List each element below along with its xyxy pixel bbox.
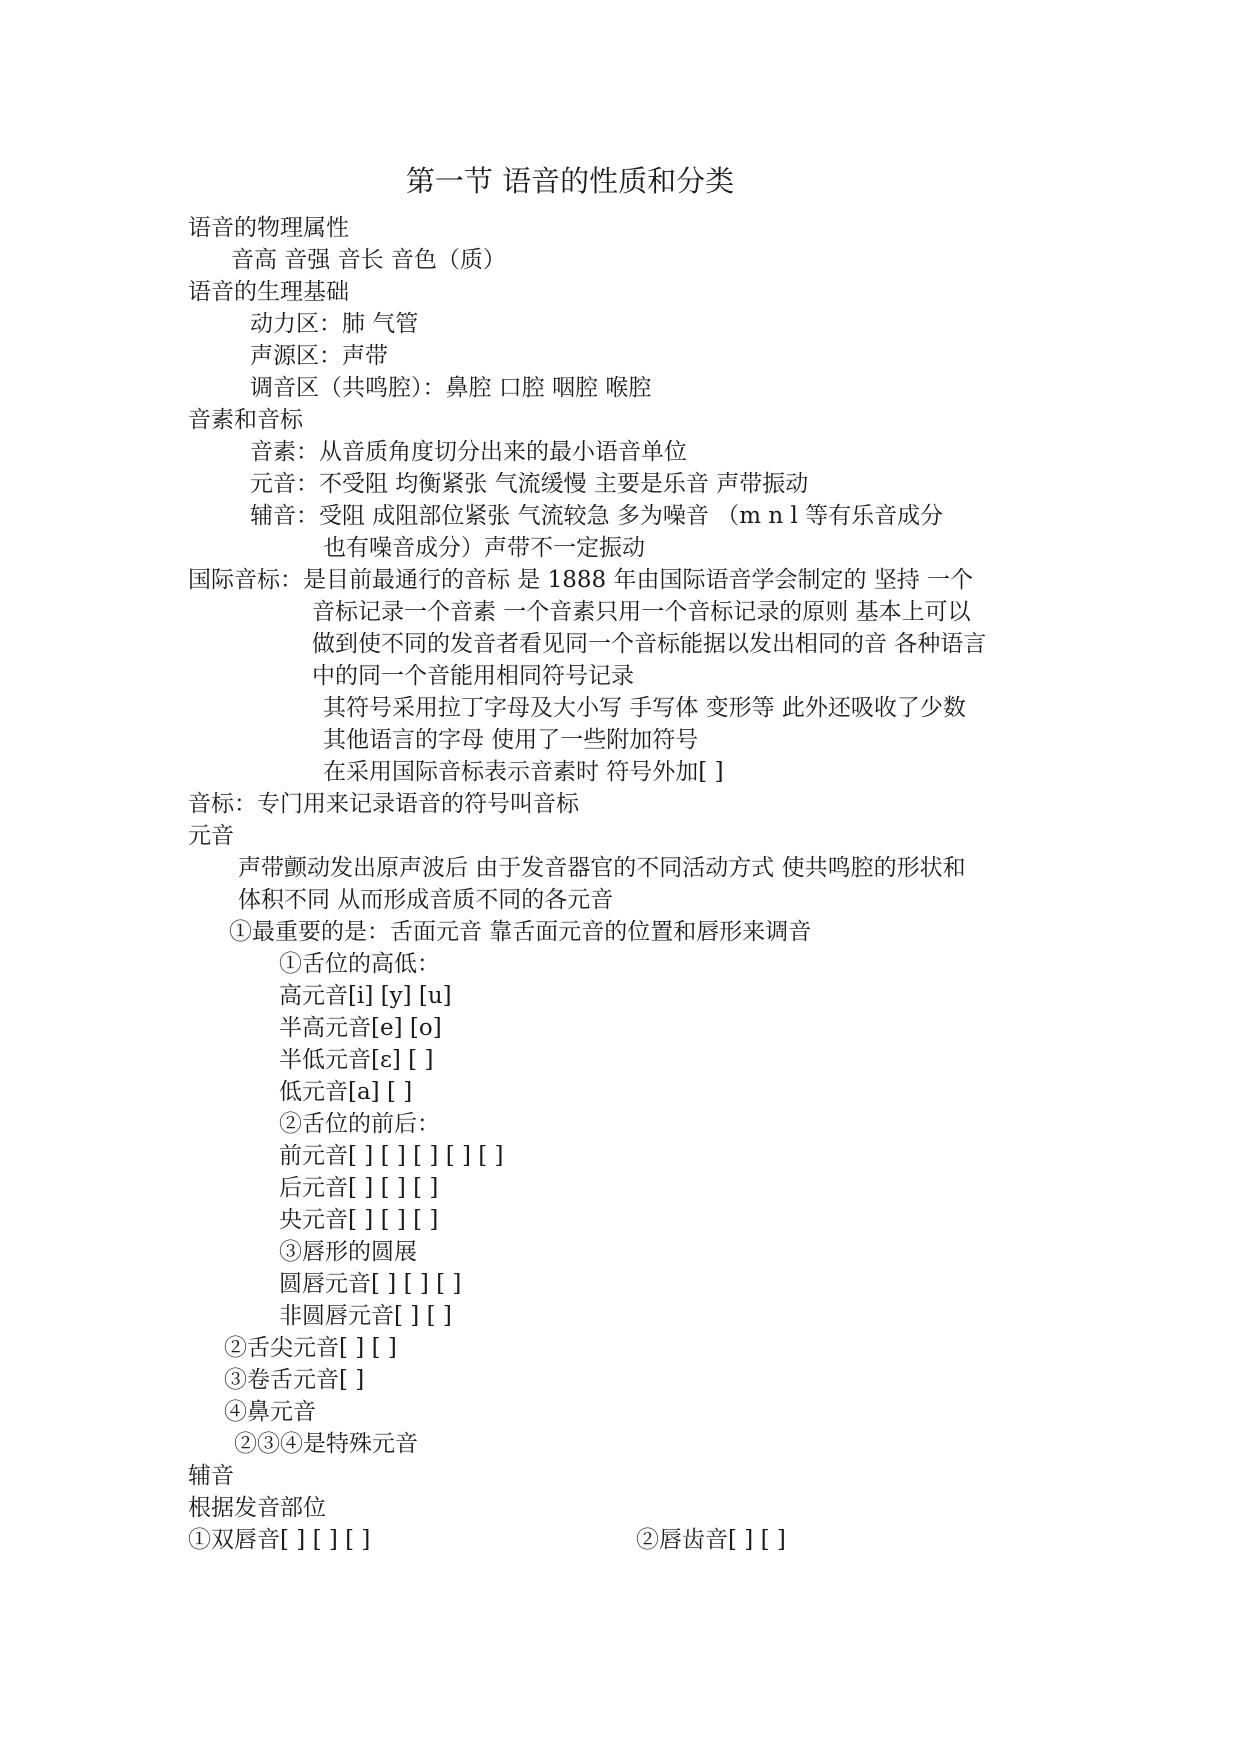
heading-vowels: 元音: [188, 823, 234, 849]
text-line: ④鼻元音: [224, 1399, 316, 1425]
text-line: 声源区：声带: [250, 343, 388, 369]
text-line: 音高 音强 音长 音色（质）: [231, 247, 506, 273]
text-line: ①舌位的高低：: [279, 951, 440, 977]
text-line: 前元音[ ] [ ] [ ] [ ] [ ]: [279, 1143, 504, 1169]
heading-physiological-basis: 语音的生理基础: [188, 279, 349, 305]
text-line: 音素：从音质角度切分出来的最小语音单位: [250, 439, 687, 465]
heading-phoneme-and-symbol: 音素和音标: [188, 407, 303, 433]
text-line: 高元音[i] [y] [u]: [279, 983, 452, 1009]
text-line: 其他语言的字母 使用了一些附加符号: [323, 727, 699, 753]
text-line: ③唇形的圆展: [279, 1239, 417, 1265]
text-line: 声带颤动发出原声波后 由于发音器官的不同活动方式 使共鸣腔的形状和: [238, 855, 966, 881]
text-line: ②唇齿音[ ] [ ]: [636, 1527, 786, 1553]
text-line: ①最重要的是：舌面元音 靠舌面元音的位置和唇形来调音: [229, 919, 812, 945]
text-line: 其符号采用拉丁字母及大小写 手写体 变形等 此外还吸收了少数: [323, 695, 966, 721]
text-line: 也有噪音成分）声带不一定振动: [323, 535, 645, 561]
text-line: ②③④是特殊元音: [234, 1431, 418, 1457]
text-line: 后元音[ ] [ ] [ ]: [279, 1175, 439, 1201]
text-line: 央元音[ ] [ ] [ ]: [279, 1207, 439, 1233]
text-line: 音标：专门用来记录语音的符号叫音标: [188, 791, 579, 817]
text-line: 辅音：受阻 成阻部位紧张 气流较急 多为噪音 （m n l 等有乐音成分: [250, 503, 944, 529]
text-line: ②舌尖元音[ ] [ ]: [224, 1335, 397, 1361]
text-line: 在采用国际音标表示音素时 符号外加[ ]: [323, 759, 724, 785]
text-line: ①双唇音[ ] [ ] [ ]: [188, 1527, 371, 1553]
text-line: 半高元音[e] [o]: [279, 1015, 442, 1041]
text-line: 低元音[a] [ ]: [279, 1079, 413, 1105]
text-line: 非圆唇元音[ ] [ ]: [279, 1303, 452, 1329]
text-line: 做到使不同的发音者看见同一个音标能据以发出相同的音 各种语言: [312, 631, 987, 657]
text-line: 调音区（共鸣腔）：鼻腔 口腔 咽腔 喉腔: [250, 375, 652, 401]
text-line: ②舌位的前后：: [279, 1111, 440, 1137]
text-line: 根据发音部位: [188, 1495, 326, 1521]
text-line: 元音：不受阻 均衡紧张 气流缓慢 主要是乐音 声带振动: [250, 471, 809, 497]
text-line: ③卷舌元音[ ]: [224, 1367, 365, 1393]
text-line: 国际音标：是目前最通行的音标 是 1888 年由国际语音学会制定的 坚持 一个: [188, 567, 974, 593]
text-line: 动力区：肺 气管: [250, 311, 419, 337]
heading-consonants: 辅音: [188, 1463, 234, 1489]
text-line: 半低元音[ɛ] [ ]: [279, 1047, 434, 1073]
text-line: 中的同一个音能用相同符号记录: [312, 663, 634, 689]
section-title: 第一节 语音的性质和分类: [405, 164, 735, 198]
text-line: 音标记录一个音素 一个音素只用一个音标记录的原则 基本上可以: [312, 599, 971, 625]
text-line: 体积不同 从而形成音质不同的各元音: [238, 887, 614, 913]
text-line: 圆唇元音[ ] [ ] [ ]: [279, 1271, 462, 1297]
heading-physical-properties: 语音的物理属性: [188, 215, 349, 241]
